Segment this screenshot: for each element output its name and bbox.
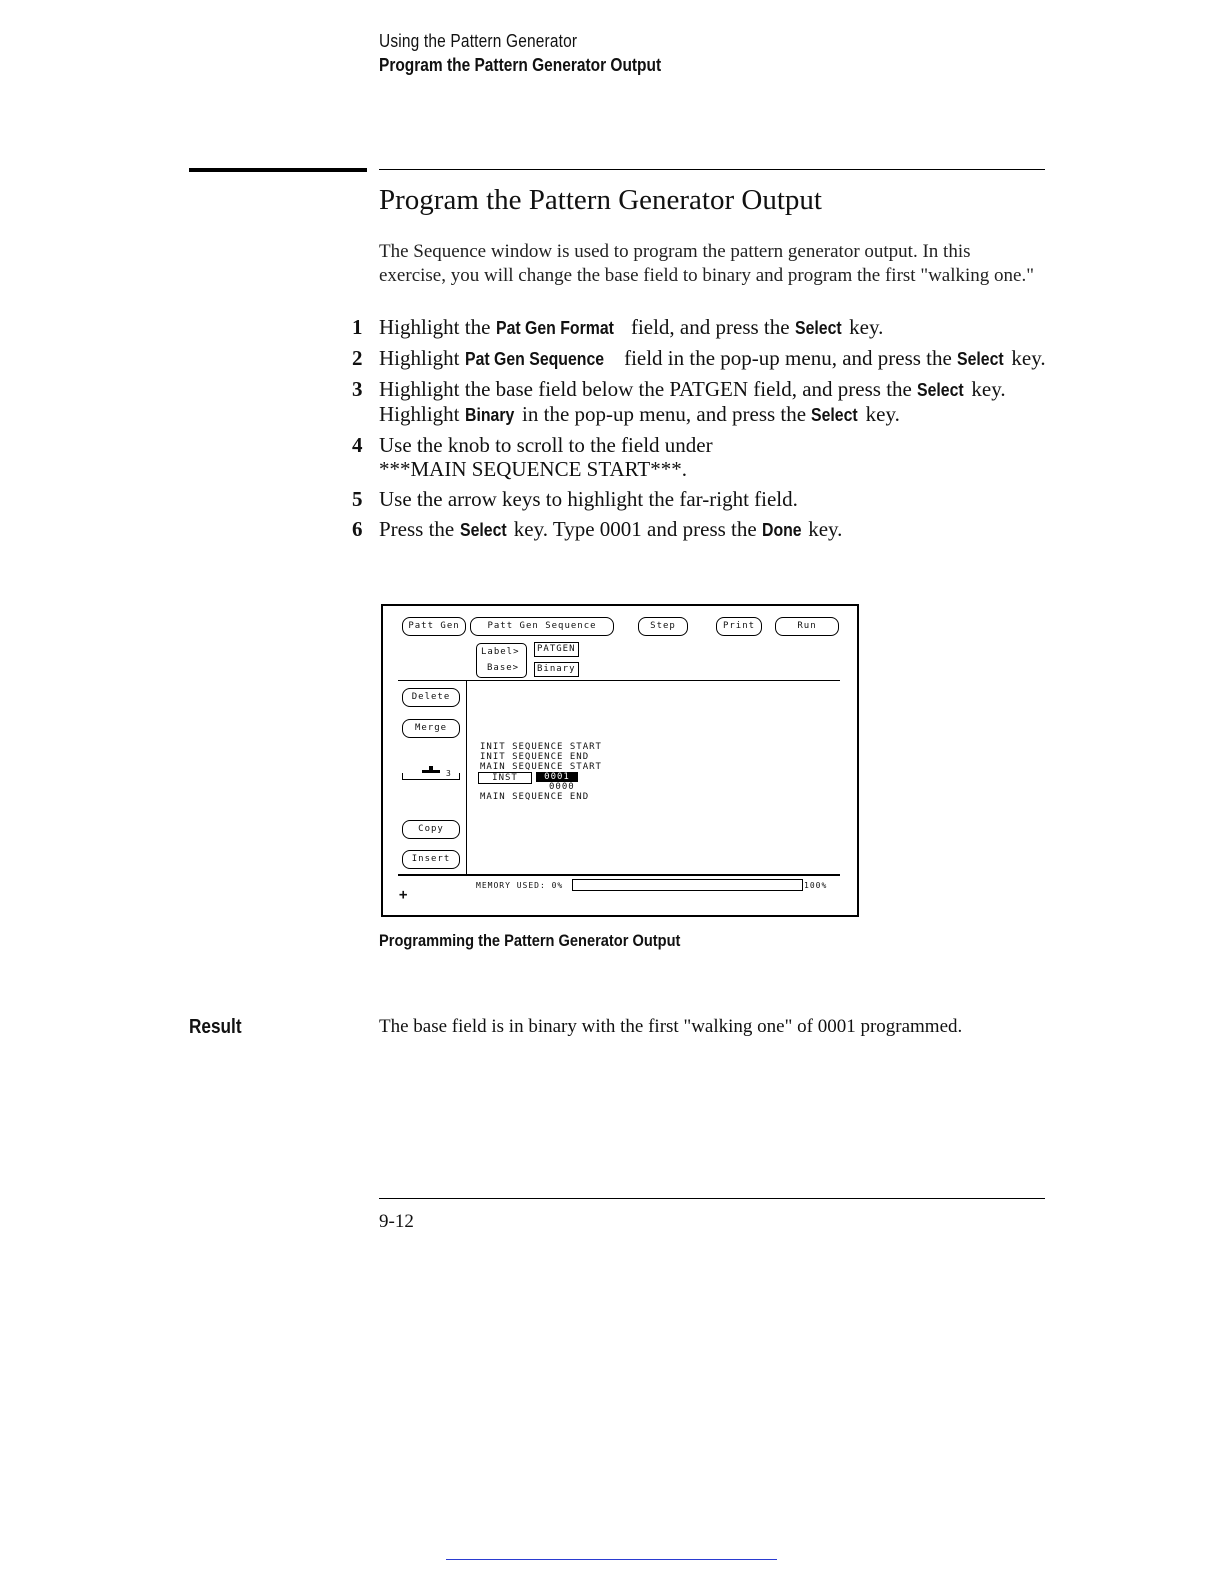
step-number: 1	[352, 315, 363, 339]
value-field-selected[interactable]: 0001	[536, 772, 578, 782]
step-text: key. Type 0001 and press the	[508, 517, 762, 541]
init-sequence-start: INIT SEQUENCE START	[480, 742, 602, 752]
merge-button[interactable]: Merge	[402, 719, 460, 738]
step-text: field in the pop-up menu, and press the	[618, 346, 958, 370]
sequence-screen-figure	[381, 604, 859, 917]
insert-button[interactable]: Insert	[402, 850, 460, 869]
cursor-crosshair: +	[399, 887, 409, 903]
step-text: key.	[802, 517, 843, 541]
screen-divider-bottom	[398, 874, 840, 876]
screen-divider-vertical	[466, 681, 467, 874]
step-text: Highlight the base field below the PATGEN field, and press the	[379, 377, 918, 401]
step-list	[352, 315, 1052, 548]
knob-indicator[interactable]	[402, 766, 460, 780]
step-text: Use the knob to scroll to the field under	[379, 433, 713, 457]
step-number: 5	[352, 487, 363, 511]
running-header-section: Program the Pattern Generator Output	[379, 55, 662, 75]
memory-bar	[572, 879, 803, 891]
step-text: in the pop-up menu, and press the	[516, 402, 812, 426]
inst-field[interactable]: INST	[478, 772, 532, 784]
step-text: Highlight	[379, 346, 465, 370]
bottom-link-line[interactable]	[446, 1559, 777, 1560]
key-label: Select	[957, 349, 1004, 369]
footer-rule	[379, 1198, 1045, 1199]
step-item	[352, 346, 1052, 371]
step-item	[352, 315, 1052, 340]
step-text: key.	[1006, 346, 1046, 370]
patt-gen-button[interactable]: Patt Gen	[402, 617, 466, 636]
step-number: 4	[352, 433, 363, 457]
key-label: Select	[811, 405, 859, 425]
key-label: Done	[761, 520, 802, 540]
step-text: Press the	[379, 517, 460, 541]
result-text: The base field is in binary with the first "walking one" of 0001 programmed.	[379, 1016, 963, 1037]
main-sequence-start: MAIN SEQUENCE START	[480, 762, 602, 772]
key-label: Binary	[464, 405, 515, 425]
main-sequence-end: MAIN SEQUENCE END	[480, 792, 590, 802]
step-button[interactable]: Step	[638, 617, 688, 636]
result-label: Result	[189, 1016, 242, 1038]
knob-value: 3	[446, 769, 452, 778]
running-header-chapter: Using the Pattern Generator	[379, 31, 578, 51]
step-item	[352, 377, 1052, 427]
key-label: Select	[794, 318, 842, 338]
step-text: Highlight the	[379, 315, 496, 339]
key-label: Select	[459, 520, 507, 540]
page-number: 9-12	[379, 1211, 414, 1232]
page-title: Program the Pattern Generator Output	[379, 184, 822, 216]
label-field[interactable]: PATGEN	[534, 642, 579, 657]
copy-button[interactable]: Copy	[402, 820, 460, 839]
step-text: Use the arrow keys to highlight the far-right field.	[379, 487, 798, 511]
step-text: ***MAIN SEQUENCE START***.	[379, 457, 687, 481]
step-number: 6	[352, 517, 363, 541]
step-text: key.	[843, 315, 884, 339]
step-text: field, and press the	[625, 315, 795, 339]
step-item	[352, 433, 1052, 481]
screen-divider-top	[398, 680, 840, 681]
section-rule-thick	[189, 168, 367, 172]
figure-caption: Programming the Pattern Generator Output	[379, 931, 681, 950]
key-label: Pat Gen Sequence	[464, 349, 604, 369]
section-rule-thin	[379, 169, 1045, 170]
patt-gen-sequence-button[interactable]: Patt Gen Sequence	[470, 617, 614, 636]
init-sequence-end: INIT SEQUENCE END	[480, 752, 590, 762]
step-number: 3	[352, 377, 363, 401]
step-item	[352, 517, 1052, 542]
memory-max-label: 100%	[804, 881, 828, 890]
value-field-next: 0000	[549, 782, 575, 792]
delete-button[interactable]: Delete	[402, 688, 460, 707]
intro-paragraph: The Sequence window is used to program the pattern generator output. In this exercise, you will change the base field to binary and program the first "walking one."	[379, 241, 1034, 286]
step-text: key. Highlight	[379, 377, 1006, 426]
base-prompt: Base>	[487, 663, 520, 673]
label-prompt: Label>	[481, 647, 520, 657]
base-field[interactable]: Binary	[534, 662, 579, 677]
step-item	[352, 487, 1052, 511]
key-label: Select	[917, 380, 964, 400]
key-label: Pat Gen Format	[495, 318, 614, 338]
step-text: key.	[860, 402, 900, 426]
step-number: 2	[352, 346, 363, 370]
run-button[interactable]: Run	[775, 617, 839, 636]
print-button[interactable]: Print	[716, 617, 762, 636]
memory-used-label: MEMORY USED: 0%	[476, 881, 564, 890]
